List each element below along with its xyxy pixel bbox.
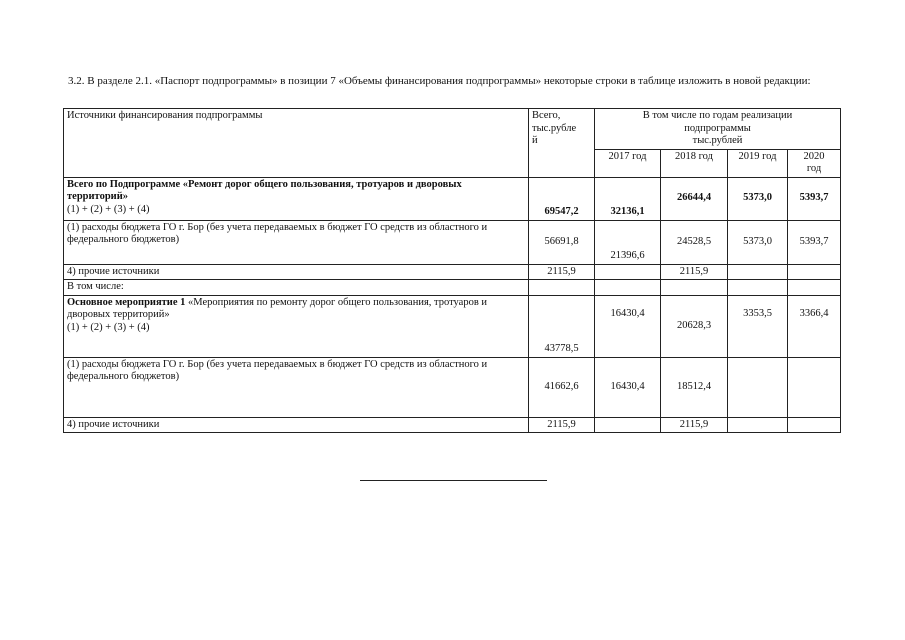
- row-source: (1) расходы бюджета ГО г. Бор (без учета передаваемых в бюджет ГО средств из областного и федерального бюджетов): [64, 357, 529, 417]
- row-2017: [595, 280, 661, 296]
- row-2017: 16430,4: [595, 295, 661, 357]
- row-total: 43778,5: [529, 295, 595, 357]
- row-2017: [595, 417, 661, 433]
- table-row: [64, 177, 841, 220]
- row-total: [529, 280, 595, 296]
- table-row: [64, 357, 841, 417]
- header-year-2018: 2018 год: [661, 149, 728, 177]
- row-2019: [728, 357, 788, 417]
- row-source-bold: Основное мероприятие 1: [67, 296, 186, 308]
- row-total: 2115,9: [529, 417, 595, 433]
- row-2018: 2115,9: [661, 417, 728, 433]
- header-source: Источники финансирования подпрограммы: [64, 109, 529, 178]
- row-2020: 5393,7: [788, 177, 841, 220]
- header-year-2020: 2020 год: [788, 149, 841, 177]
- header-year-2017: 2017 год: [595, 149, 661, 177]
- row-2019: [728, 417, 788, 433]
- row-source: [64, 177, 529, 220]
- row-total: 69547,2: [529, 177, 595, 220]
- row-2018: 20628,3: [661, 295, 728, 357]
- row-2020: [788, 280, 841, 296]
- row-2018: 18512,4: [661, 357, 728, 417]
- row-source: (1) расходы бюджета ГО г. Бор (без учета передаваемых в бюджет ГО средств из областного и федерального бюджетов): [64, 220, 529, 264]
- row-2020: [788, 264, 841, 280]
- row-2020: [788, 357, 841, 417]
- divider-line: [360, 480, 547, 481]
- row-2018: 2115,9: [661, 264, 728, 280]
- table-row: [64, 295, 841, 357]
- row-2017: 21396,6: [595, 220, 661, 264]
- row-total: 41662,6: [529, 357, 595, 417]
- row-source: [64, 295, 529, 357]
- table-row: [64, 220, 841, 264]
- row-2020: [788, 417, 841, 433]
- row-2017: 32136,1: [595, 177, 661, 220]
- header-year-2019: 2019 год: [728, 149, 788, 177]
- row-2018: 26644,4: [661, 177, 728, 220]
- row-2020: 3366,4: [788, 295, 841, 357]
- table-row: [64, 417, 841, 433]
- row-2019: 5373,0: [728, 220, 788, 264]
- header-years-title: В том числе по годам реализации подпрограммы тыс.рублей: [595, 109, 841, 150]
- row-total: 2115,9: [529, 264, 595, 280]
- row-source-rest: «Мероприятия по ремонту дорог общего пользования, тротуаров и дворовых территорий» (1) + (2) + (3) + (4): [67, 296, 488, 333]
- row-2019: 3353,5: [728, 295, 788, 357]
- table-header-row: [64, 109, 841, 150]
- intro-paragraph: 3.2. В разделе 2.1. «Паспорт подпрограммы» в позиции 7 «Объемы финансирования подпрограммы» некоторые строки в таблице изложить в новой редакции:: [68, 75, 811, 87]
- header-total: Всего, тыс.рубле й: [529, 109, 595, 178]
- row-source: 4) прочие источники: [64, 417, 529, 433]
- row-2017: [595, 264, 661, 280]
- row-source-formula: (1) + (2) + (3) + (4): [67, 203, 150, 215]
- table-row: [64, 264, 841, 280]
- row-source-bold: Всего по Подпрограмме «Ремонт дорог общего пользования, тротуаров и дворовых территорий»: [67, 178, 462, 202]
- row-2018: 24528,5: [661, 220, 728, 264]
- row-2019: 5373,0: [728, 177, 788, 220]
- row-2017: 16430,4: [595, 357, 661, 417]
- row-2019: [728, 264, 788, 280]
- financing-table: [63, 108, 841, 433]
- row-2019: [728, 280, 788, 296]
- table-row: [64, 280, 841, 296]
- row-2020: 5393,7: [788, 220, 841, 264]
- row-source: В том числе:: [64, 280, 529, 296]
- row-total: 56691,8: [529, 220, 595, 264]
- row-source: 4) прочие источники: [64, 264, 529, 280]
- row-2018: [661, 280, 728, 296]
